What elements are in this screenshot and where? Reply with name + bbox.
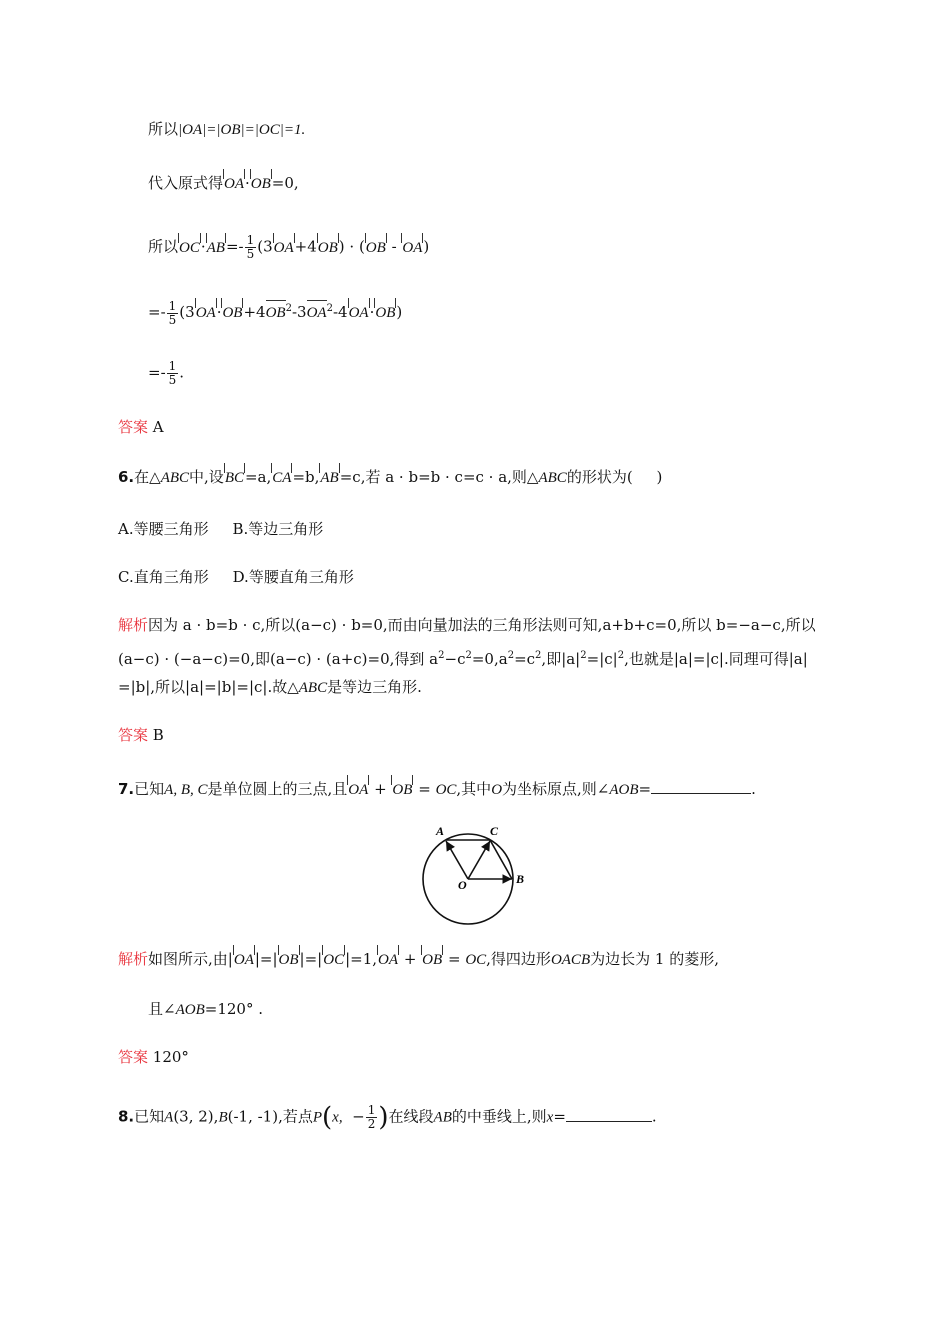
analysis-text: =|c| — [586, 650, 618, 668]
analysis-7-line-1: 解析如图所示,由|OA|=|OB|=|OC|=1,OA + OB = OC,得四边形OACB为边长为 1 的菱形, — [118, 948, 719, 971]
question-text: O — [491, 782, 503, 798]
analysis-text: ABC — [298, 680, 328, 696]
unit-circle-figure — [420, 822, 532, 926]
question-text: 为坐标原点,则∠ — [502, 780, 610, 798]
vector-ob: OB — [374, 302, 396, 324]
question-number: 6. — [118, 468, 135, 486]
question-text: AB — [433, 1109, 452, 1126]
exponent: 2 — [285, 303, 292, 314]
exponent: 2 — [580, 650, 587, 661]
vector-ob: OB — [317, 237, 339, 259]
vector-oa-bar: OA — [307, 300, 327, 324]
question-text: (3, 2), — [173, 1107, 219, 1126]
exponent: 2 — [617, 650, 625, 661]
question-text: = — [638, 780, 652, 798]
step-text: (3 — [257, 237, 273, 256]
vector-oa-arrow — [446, 841, 468, 879]
question-text: =c,若 a · b=b · c=c · a,则△ — [339, 468, 539, 486]
question-text: . — [751, 780, 756, 798]
vector-oc: OC — [178, 237, 201, 259]
question-text: ) — [656, 468, 663, 486]
analysis-text: AOB — [175, 1002, 205, 1018]
vector-oa: OA — [348, 302, 370, 324]
option-b: B.等边三角形 — [232, 520, 324, 538]
answer-5 — [118, 416, 164, 438]
question-text: 的中垂线上,则 — [451, 1107, 547, 1126]
question-text: AOB — [609, 782, 639, 798]
step-text: =- — [148, 303, 166, 321]
question-text: ABC — [160, 470, 190, 486]
question-number: 7. — [118, 780, 135, 798]
fraction-denominator: 5 — [168, 373, 177, 387]
vector-ob: OB — [250, 173, 272, 195]
question-text: 的形状为( — [566, 468, 633, 486]
option-a: A.等腰三角形 — [118, 520, 209, 538]
question-text: 已知 — [134, 1107, 165, 1126]
solution-step-2: 代入原式得OA·OB=0, — [148, 172, 299, 195]
vector-ob: OB — [278, 949, 300, 971]
vector-ca: CA — [271, 467, 292, 489]
question-text: B — [218, 1109, 228, 1126]
fraction-denominator: 5 — [168, 312, 177, 327]
step-text: =- — [148, 363, 166, 382]
point-b-label: B — [516, 872, 525, 886]
vector-oa: OA — [223, 173, 245, 195]
question-text: 中,设 — [189, 468, 224, 486]
analysis-text: OACB — [550, 952, 591, 968]
vector-oa: OA — [195, 302, 217, 324]
analysis-text: ,得四边形 — [486, 950, 551, 968]
question-text: . — [651, 1107, 657, 1126]
exponent: 2 — [326, 303, 333, 314]
analysis-text: =0,a — [471, 650, 508, 668]
step-text: (3 — [179, 303, 195, 321]
point-o-label: O — [458, 878, 467, 892]
step-text: ) · ( — [338, 237, 365, 256]
vector-ab: AB — [206, 237, 226, 259]
vector-oa: OA — [233, 949, 255, 971]
analysis-text: 为边长为 1 的菱形, — [590, 950, 719, 968]
question-text: ,其中 — [456, 780, 492, 798]
answer-value: B — [152, 726, 164, 744]
question-text: ABC — [538, 470, 567, 486]
analysis-text: =120° . — [204, 1000, 263, 1018]
exponent: 2 — [465, 650, 472, 661]
vector-oc: OC — [465, 952, 487, 968]
question-6 — [118, 466, 662, 489]
step-text: +4 — [294, 237, 317, 256]
point-c-label: C — [490, 824, 499, 838]
step-text: . — [179, 363, 185, 382]
vector-oa: OA — [377, 949, 399, 971]
vector-oc: OC — [322, 949, 345, 971]
analysis-text: 且∠ — [148, 1000, 176, 1018]
question-text: (-1, -1),若点 — [227, 1107, 313, 1126]
fraction-numerator: 1 — [168, 359, 177, 373]
question-text: − — [352, 1107, 365, 1126]
question-text: x — [546, 1109, 554, 1126]
step-text: -3 — [291, 303, 307, 321]
answer-label: 答案 — [118, 418, 149, 436]
vector-equation: |OA|=|OB|=|OC|=1. — [178, 122, 306, 138]
question-text: P — [312, 1109, 323, 1126]
fraction — [167, 360, 179, 387]
options-row-2 — [118, 566, 354, 588]
analysis-label: 解析 — [118, 950, 149, 968]
question-text: 已知 — [134, 780, 165, 798]
question-8: 8.已知A(3, 2),B(-1, -1),若点P(x, − $\frac{1}{2}$ )在线段AB的中垂线上,则x= . — [118, 1102, 657, 1133]
question-text: 是单位圆上的三点,且 — [207, 780, 348, 798]
fraction-numerator: 1 — [168, 298, 177, 313]
answer-7 — [118, 1046, 189, 1068]
solution-step-3: 所以OC·AB=- $\frac{1}{5}$ (3OA+4OB) · (OB - OA) — [148, 233, 430, 261]
exponent: 2 — [535, 650, 542, 661]
question-text: A — [164, 1109, 174, 1126]
step-text: - — [386, 237, 402, 256]
step-text: 代入原式得 — [148, 174, 224, 192]
answer-blank — [566, 1107, 652, 1122]
analysis-text: =|b|,所以|a|=|b|=|c|.故△ — [118, 678, 299, 696]
answer-label: 答案 — [118, 726, 149, 744]
analysis-text: + — [403, 950, 417, 968]
question-text: = — [418, 780, 431, 798]
exponent: 2 — [438, 650, 445, 661]
analysis-7-line-2 — [148, 998, 263, 1021]
vector-oc: OC — [435, 782, 457, 798]
solution-step-4: =- $\frac{1}{5}$ $(3OA\cdot OB+4OB^2-3OA^2-4OA\cdot OB)$ — [148, 298, 403, 327]
analysis-text: ,也就是|a|=|c|.同理可得|a| — [624, 650, 808, 668]
step-text: =- — [225, 237, 244, 256]
step-text: ) — [396, 303, 403, 321]
step-text: -4 — [332, 303, 348, 321]
analysis-text: 是等边三角形. — [327, 678, 422, 696]
answer-value: 120° — [152, 1048, 189, 1066]
analysis-6-line-1 — [118, 614, 816, 636]
step-tail: =0, — [271, 174, 299, 192]
analysis-text: =1, — [350, 950, 378, 968]
question-number: 8. — [118, 1107, 135, 1126]
vector-ob: OB — [391, 779, 413, 801]
fraction-denominator: 2 — [367, 1117, 376, 1131]
fraction-numerator: 1 — [246, 233, 255, 247]
vector-ab: AB — [319, 467, 339, 489]
fraction — [366, 1104, 378, 1131]
question-text: x, — [332, 1109, 343, 1126]
vector-oa: OA — [273, 237, 295, 259]
step-text: 所以 — [148, 237, 179, 256]
option-c: C.直角三角形 — [118, 568, 209, 586]
analysis-text: ,即|a| — [541, 650, 581, 668]
fraction-denominator: 5 — [246, 247, 255, 261]
answer-6 — [118, 724, 164, 746]
fraction — [245, 234, 257, 261]
step-text: 所以 — [148, 120, 179, 138]
question-text: 在线段 — [388, 1107, 434, 1126]
analysis-text: 因为 a · b=b · c,所以(a−c) · b=0,而由向量加法的三角形法则可知,a+b+c=0,所以 b=−a−c,所以 — [148, 616, 816, 634]
step-text: ) — [423, 237, 430, 256]
vector-bc: BC — [224, 467, 245, 489]
fraction-numerator: 1 — [367, 1103, 376, 1117]
analysis-text: −c — [444, 650, 466, 668]
option-d: D.等腰直角三角形 — [232, 568, 354, 586]
analysis-label: 解析 — [118, 616, 149, 634]
vector-ob: OB — [365, 237, 387, 259]
answer-value: A — [152, 418, 164, 436]
analysis-6-line-2 — [118, 645, 808, 670]
answer-blank — [651, 779, 751, 794]
vector-oa: OA — [347, 779, 369, 801]
vector-ob-bar: OB — [266, 300, 286, 324]
question-text: = — [553, 1107, 566, 1126]
vector-ob: OB — [421, 949, 443, 971]
analysis-text: =c — [514, 650, 536, 668]
vector-oa: OA — [401, 237, 423, 259]
question-7 — [118, 778, 756, 801]
options-row-1 — [118, 518, 323, 540]
question-text: A, B, C — [164, 782, 208, 798]
analysis-text: 如图所示,由 — [148, 950, 228, 968]
analysis-text: = — [447, 950, 461, 968]
step-text: +4 — [243, 303, 266, 321]
question-text: =b, — [292, 468, 320, 486]
point-a-label: A — [436, 824, 445, 838]
vector-ob: OB — [221, 302, 243, 324]
exponent: 2 — [507, 650, 515, 661]
solution-step-1 — [148, 118, 305, 141]
analysis-text: (a−c) · (−a−c)=0,即(a−c) · (a+c)=0,得到 a — [118, 650, 439, 668]
question-text: =a, — [244, 468, 272, 486]
fraction — [167, 300, 179, 327]
vector-oc-arrow — [468, 841, 490, 879]
answer-label: 答案 — [118, 1048, 149, 1066]
analysis-6-line-3 — [118, 676, 422, 699]
question-text: + — [374, 780, 387, 798]
question-text: 在△ — [134, 468, 161, 486]
solution-step-5 — [148, 360, 184, 387]
